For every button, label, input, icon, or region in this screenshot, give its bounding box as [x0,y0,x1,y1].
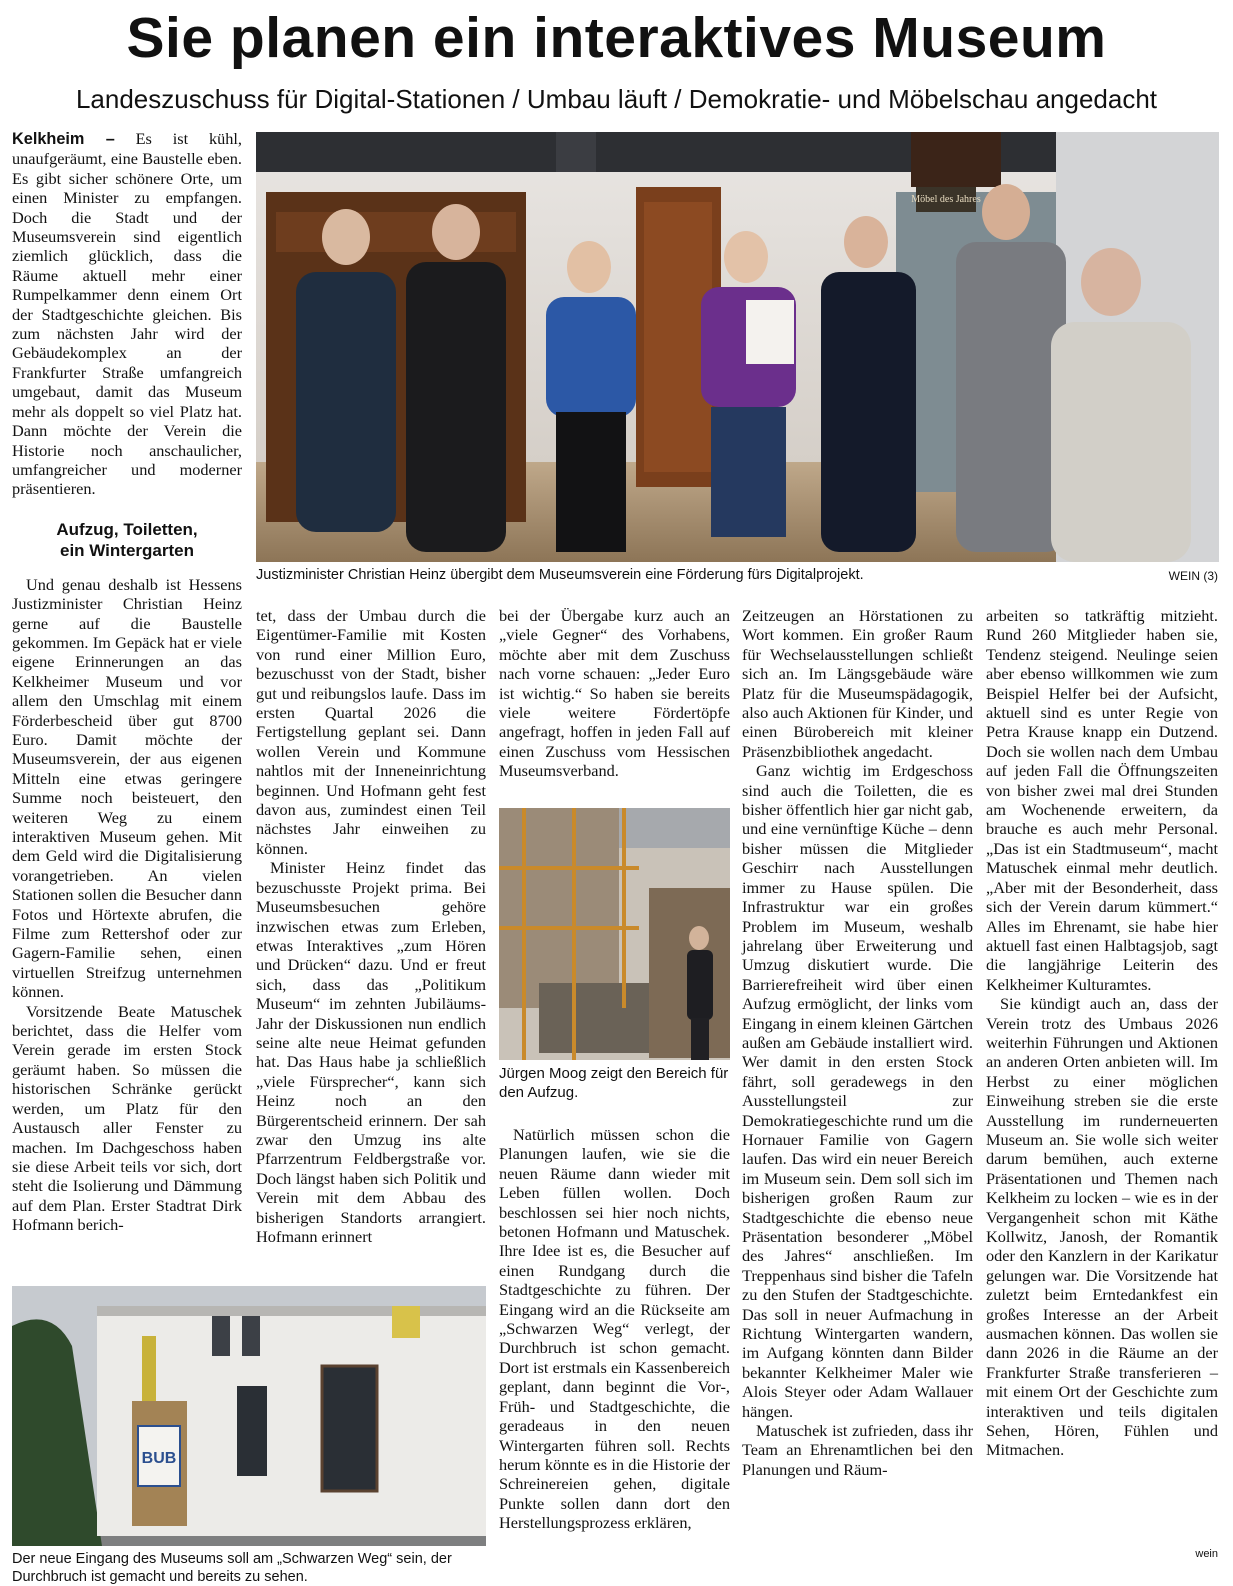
main-photo-illustration [256,132,1219,562]
body-paragraph: Vorsitzende Beate Matuschek berichtet, dass die Helfer vom Verein gerade im ersten Stock geräumt haben. So müssen die historischen Schränke gerückt werden, um Platz für den Austausch aller Fenster zu machen. Im Dachgeschoss haben sie diese Arbeit teils vor sich, dort steht die Isolierung und Dämmung auf dem Plan. Erster Stadtrat Dirk Hofmann berich- [12,1001,242,1235]
body-paragraph: Matuschek ist zufrieden, dass ihr Team an Ehrenamtlichen bei den Planungen und Räum- [742,1421,973,1479]
main-photo [256,132,1219,562]
body-paragraph: Ganz wichtig im Erdgeschoss sind auch die Toiletten, die es bisher öffentlich hier gar nicht gab, und eine vernünftige Küche – denn bisher müssen die Mitglieder Geschirr nach Ausstellungen immer zu Hause spülen. Die Infrastruktur war ein großes Problem im Museum, weshalb jahrelang über Erweiterung und Umzug diskutiert wurde. Die Barrierefreiheit wird über einen Aufzug ermöglicht, der links vom Eingang in einem kleinen Gärtchen außen am Gebäude installiert wird. Wer damit in den ersten Stock fährt, soll geradewegs in den Ausstellungsteil zur Demokratiegeschichte rund um die Hornauer Familie von Gagern laufen. Das wird ein neuer Bereich im Museum sein. Dem soll sich im bisherigen großen Raum zur Stadtgeschichte die ebenso neue Präsentation besonderer „Möbel des Jahres“ anschließen. Im Treppenhaus sind bisher die Tafeln zu den Stufen der Stadtgeschichte. Das soll in neuer Aufmachung in Richtung Wintergarten wandern, im Aufgang könnten dann Bilder bekannter Kelkheimer Maler wie Alois Steyer oder Adam Wallauer hängen. [742,761,973,1421]
article-subheadline: Landeszuschuss für Digital-Stationen / Umbau läuft / Demokratie- und Möbelschau angedacht [75,84,1158,114]
lead-paragraph: Kelkheim – Es ist kühl, unaufgeräumt, eine Baustelle eben. Es gibt sicher schönere Orte, um einen Minister zu empfangen. Doch die Stadt und der Museumsverein sind eigentlich ziemlich glücklich, dass die Räume aktuell mehr einer Rumpelkammer denn einem Ort der Stadtgeschichte gleichen. Bis zum nächsten Jahr wird der Gebäudekomplex an der Frankfurter Straße umfangreich umgebaut, damit das Museum mehr als doppelt so viel Platz hat. Dann möchte der Verein die Historie noch anschaulicher, umfangreicher und moderner präsentieren. [12,129,242,499]
building-sign-text: BUB [141,1450,177,1467]
body-paragraph: Sie kündigt auch an, dass der Verein trotz des Umbaus 2026 weiterhin Führungen und Aktionen an anderen Orten anbieten will. Im Herbst zu einer möglichen Einweihung streben sie die erste Ausstellung im runderneuerten Museum an. Sie wolle sich weiter darum bemühen, auch externe Präsentationen und Themen nach Kelkheim zu locken – wie es in der Vergangenheit schon mit Käthe Kollwitz, Janosh, der Romantik oder den Kanzlern in der Karikatur gelungen war. Die Vorsitzende hat zuletzt beim Erntedankfest ein großes Interesse an der Arbeit ausmachen können. Das wollen sie dann 2026 in die Räume an der Frankfurter Straße transferieren – mit einem Ort der Geschichte zum interaktiven und teils digitalen Sehen, Hören, Fühlen und Mitmachen. [986,994,1218,1460]
article-column-1 [12,129,242,1235]
body-paragraph: arbeiten so tatkräftig mitzieht. Rund 260 Mitglieder haben sie, Tendenz steigend. Neulinge seien aber ebenso willkommen wie zum Beispiel Helfer bei der Aufsicht, aktuell sind es unter Regie von Petra Krause knapp ein Dutzend. Doch sie wollen nach dem Umbau auf jeden Fall die Öffnungszeiten von bisher zwei mal drei Stunden am Wochenende erweitern, da brauche es auch mehr Personal. „Das ist ein Stadtmuseum“, macht Matuschek einmal mehr deutlich. „Aber mit der Besonderheit, dass sich der Verein darum kümmert.“ Alles im Ehrenamt, sie habe hier aktuell fast einen Halbtagsjob, sagt die langjährige Leiterin des Kelkheimer Kulturamtes. [986,606,1218,994]
body-paragraph: Und genau deshalb ist Hessens Justizminister Christian Heinz gerne auf die Baustelle gekommen. Im Gepäck hat er viele eigene Erinnerungen an das Kelkheimer Museum und vor allem den Umschlag mit einem Förderbescheid über gut 8700 Euro. Damit möchte der Museumsverein, der aus eigenen Mitteln eine etwas geringere Summe noch beisteuert, den weiteren Weg zu einem interaktiven Museum gehen. Mit dem Geld wird die Digitalisierung vorangetrieben. An vielen Stationen sollen die Besucher dann Fotos und Hörtexte abrufen, die Filme zum Rettershof oder zur Gagern-Familie sehen, einen virtuellen Streifzug unternehmen können. [12,574,242,1002]
article-headline: Sie planen ein interaktives Museum [126,6,1107,70]
building-photo [12,1286,486,1546]
building-photo-illustration [12,1286,486,1546]
building-photo-caption: Der neue Eingang des Museums soll am „Schwarzen Weg“ sein, der Durchbruch ist gemacht und bereits zu sehen. [12,1551,452,1585]
scaffold-photo-caption: Jürgen Moog zeigt den Bereich für den Aufzug. [499,1065,729,1101]
body-paragraph: Minister Heinz findet das bezuschusste Projekt prima. Bei Museumsbesuchen gehöre inzwischen etwas zum Erleben, etwas Interaktives „zum Hören und Drücken“ dazu. Und er freut sich, dass das „Politikum Museum“ im zehnten Jubiläums-Jahr der Diskussionen nun endlich seine alte neue Heimat gefunden hat. Das Haus habe ja schließlich „viele Fürsprecher“, kann sich Heinz noch an den Bürgerentscheid erinnern. Der sah zwar den Umzug ins alte Pfarrzentrum Feldbergstraße vor. Doch längst haben sich Politik und Verein mit dem Abbau des bisherigen Standorts arrangiert. Hofmann erinnert [256,858,486,1246]
article-column-5 [986,606,1218,1460]
photo-credit: WEIN (3) [1168,569,1218,583]
body-paragraph: Zeitzeugen an Hörstationen zu Wort kommen. Ein großer Raum für Wechselausstellungen schließt sich an. Im Längsgebäude wäre Platz für die Museumspädagogik, also auch Aktionen für Kinder, und einen Bürobereich mit kleiner Präsenzbibliothek angedacht. [742,606,973,761]
main-photo-caption: Justizminister Christian Heinz übergibt dem Museumsverein eine Förderung fürs Digitalprojekt. [256,567,864,583]
article-column-2 [256,606,486,1246]
article-column-3 [499,606,730,781]
body-paragraph: Natürlich müssen schon die Planungen laufen, wie sie die neuen Räume dann wieder mit Leben füllen wollen. Doch beschlossen sei hier noch nichts, betonen Hofmann und Matuschek. Ihre Idee ist es, die Besucher auf einen Rundgang durch die Stadtgeschichte zu führen. Der Eingang wird an die Rückseite am „Schwarzen Weg“ verlegt, der Durchbruch ist schon gemacht. Dort ist erstmals ein Kassenbereich geplant, dann beginnt die Vor-, Früh- und Stadtgeschichte, die geradeaus in den neuen Wintergarten führen soll. Rechts herum könnte es in die Historie der Schreinereien gehen, digitale Punkte sollen dann dort den Herstellungsprozess erklären, [499,1125,730,1533]
article-column-4 [742,606,973,1479]
body-paragraph: tet, dass der Umbau durch die Eigentümer-Familie mit Kosten von rund einer Million Euro, bezuschusst von der Stadt, bisher gut und reibungslos laufe. Dass im ersten Quartal 2026 die Fertigstellung geplant sei. Dann wollen Verein und Kommune nahtlos mit der Inneneinrichtung beginnen. Und Hofmann geht fest davon aus, zumindest einen Teil nächstes Jahr einweihen zu können. [256,606,486,858]
museum-sign-text: Möbel des Jahres [911,194,981,205]
scaffold-photo [499,808,730,1060]
article-column-3b [499,1125,730,1533]
scaffold-photo-illustration [499,808,730,1060]
author-signature: wein [1195,1548,1218,1560]
body-paragraph: bei der Übergabe kurz auch an „viele Gegner“ des Vorhabens, möchte aber mit dem Zuschuss nach vorne schauen: „Jeder Euro ist wichtig.“ So haben sie bereits viele weitere Fördertöpfe angefragt, hoffen in jeden Fall auf einen Zuschuss vom Hessischen Museumsverband. [499,606,730,781]
section-subheading: Aufzug, Toiletten, ein Wintergarten [56,519,198,560]
dateline: Kelkheim – [12,130,115,148]
